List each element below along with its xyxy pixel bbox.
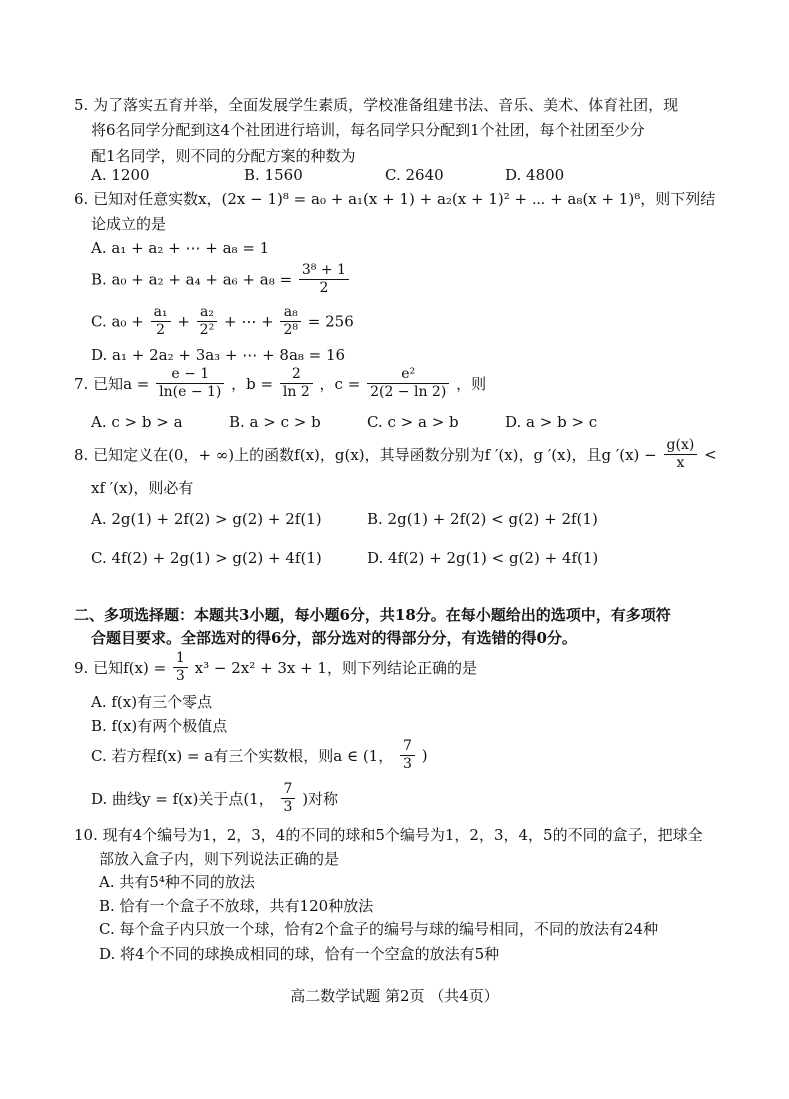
q9-option-d xyxy=(91,781,338,816)
fraction-numerator: 3⁸ + 1 xyxy=(299,262,349,280)
q10-line2: 部放入盒子内，则下列说法正确的是 xyxy=(99,850,340,868)
q7-fraction-a xyxy=(156,366,224,401)
q9-option-d-prefix: D. 曲线y = f(x)关于点(1， xyxy=(91,790,274,808)
q9-fraction xyxy=(173,650,188,685)
q9-option-d-suffix: )对称 xyxy=(302,790,339,808)
q10-line1: 10. 现有4个编号为1，2，3，4的不同的球和5个编号为1，2，3，4，5的不同的盒子，把球全 xyxy=(74,826,703,844)
q7-mid-b: ，b = xyxy=(231,375,274,393)
q7-option-c: C. c > a > b xyxy=(367,413,459,431)
fraction-denominator: ln 2 xyxy=(282,384,310,400)
q5-line1: 5. 为了落实五育并举，全面发展学生素质，学校准备组建书法、音乐、美术、体育社团，现 xyxy=(74,96,679,114)
q7-option-a: A. c > b > a xyxy=(91,413,183,431)
q8-option-a: A. 2g(1) + 2f(2) > g(2) + 2f(1) xyxy=(91,510,322,528)
q6-option-b xyxy=(91,262,351,297)
q6-option-a: A. a₁ + a₂ + ⋯ + a₈ = 1 xyxy=(91,239,270,257)
q9-prefix: 9. 已知f(x) = xyxy=(74,659,167,677)
q7-mid-c: ，c = xyxy=(319,375,361,393)
q7-stem xyxy=(74,366,486,401)
fraction-numerator: a₁ xyxy=(151,304,171,322)
q6-option-c-plus: + xyxy=(177,312,190,331)
fraction-denominator: x xyxy=(676,455,685,471)
q8-line1-prefix: 8. 已知定义在(0，+ ∞)上的函数f(x)，g(x)，其导函数分别为f ′(x)，g ′(x)，且g ′(x) − xyxy=(74,446,657,464)
q7-option-b: B. a > c > b xyxy=(229,413,321,431)
q6-option-c-prefix: C. a₀ + xyxy=(91,312,144,331)
q6-option-c-ellipsis: + ⋯ + xyxy=(223,312,274,331)
fraction-numerator: a₈ xyxy=(280,304,301,322)
q9-option-c-prefix: C. 若方程f(x) = a有三个实数根，则a ∈ (1， xyxy=(91,747,394,765)
q5-line3: 配1名同学，则不同的分配方案的种数为 xyxy=(91,147,356,165)
q6-option-d: D. a₁ + 2a₂ + 3a₃ + ⋯ + 8a₈ = 16 xyxy=(91,346,346,364)
fraction-denominator: 2⁸ xyxy=(283,322,298,338)
q5-option-a: A. 1200 xyxy=(91,166,150,184)
q5-option-b: B. 1560 xyxy=(244,166,303,184)
page-footer: 高二数学试题 第2页 （共4页） xyxy=(290,987,499,1005)
fraction-denominator: 3 xyxy=(403,756,412,772)
fraction-numerator: a₂ xyxy=(197,304,218,322)
q9-option-b: B. f(x)有两个极值点 xyxy=(91,717,228,735)
q6-option-c-fraction-2 xyxy=(197,304,218,339)
section2-heading-line2: 合题目要求。全部选对的得6分，部分选对的得部分分，有选错的得0分。 xyxy=(91,629,577,647)
q5-option-c: C. 2640 xyxy=(385,166,444,184)
q10-option-a: A. 共有5⁴种不同的放法 xyxy=(99,873,255,891)
q6-option-c-fraction-1 xyxy=(151,304,171,339)
fraction-numerator: e² xyxy=(367,366,449,384)
q7-fraction-c xyxy=(367,366,449,401)
q6-option-c-fraction-3 xyxy=(280,304,301,339)
fraction-denominator: 3 xyxy=(175,668,185,684)
q7-fraction-b xyxy=(280,366,313,401)
fraction-numerator: 7 xyxy=(400,738,415,756)
fraction-numerator: e − 1 xyxy=(156,366,224,384)
q7-option-d: D. a > b > c xyxy=(505,413,598,431)
section2-heading-line1: 二、多项选择题：本题共3小题，每小题6分，共18分。在每小题给出的选项中，有多项符 xyxy=(74,606,671,624)
q6-option-b-fraction xyxy=(299,262,349,297)
fraction-denominator: 2 xyxy=(319,280,329,296)
q7-suffix: ，则 xyxy=(456,375,487,393)
fraction-denominator: 2(2 − ln 2) xyxy=(370,384,447,400)
q5-line2: 将6名同学分配到这4个社团进行培训，每名同学只分配到1个社团，每个社团至少分 xyxy=(91,121,645,139)
q10-option-d: D. 将4个不同的球换成相同的球，恰有一个空盒的放法有5种 xyxy=(99,945,500,963)
q6-option-b-prefix: B. a₀ + a₂ + a₄ + a₆ + a₈ = xyxy=(91,270,293,289)
fraction-numerator: 7 xyxy=(281,781,296,799)
q8-line2: xf ′(x)，则必有 xyxy=(91,479,194,497)
q8-option-b: B. 2g(1) + 2f(2) < g(2) + 2f(1) xyxy=(367,510,598,528)
fraction-numerator: 1 xyxy=(173,650,188,668)
q10-option-b: B. 恰有一个盒子不放球，共有120种放法 xyxy=(99,897,374,915)
fraction-denominator: ln(e − 1) xyxy=(159,384,222,400)
q5-option-d: D. 4800 xyxy=(505,166,565,184)
q8-option-c: C. 4f(2) + 2g(1) > g(2) + 4f(1) xyxy=(91,549,322,567)
q8-option-d: D. 4f(2) + 2g(1) < g(2) + 4f(1) xyxy=(367,549,599,567)
q7-prefix: 7. 已知a = xyxy=(74,375,150,393)
q9-suffix: x³ − 2x² + 3x + 1，则下列结论正确的是 xyxy=(194,659,477,677)
fraction-denominator: 3 xyxy=(283,799,293,815)
q10-option-c: C. 每个盒子内只放一个球，恰有2个盒子的编号与球的编号相同，不同的放法有24种 xyxy=(99,920,659,938)
q9-option-c-suffix: ) xyxy=(421,746,428,765)
q6-line2: 论成立的是 xyxy=(91,215,167,233)
q9-stem xyxy=(74,650,477,685)
q6-option-c xyxy=(91,304,354,339)
q8-fraction xyxy=(664,437,698,472)
q9-option-a: A. f(x)有三个零点 xyxy=(91,693,213,711)
q8-line1-suffix: < xyxy=(704,445,717,464)
fraction-denominator: 2 xyxy=(156,322,165,338)
fraction-numerator: g(x) xyxy=(664,437,698,455)
q6-line1: 6. 已知对任意实数x，(2x − 1)⁸ = a₀ + a₁(x + 1) + a₂(x + 1)² + ⋯ + a₈(x + 1)⁸，则下列结 xyxy=(74,190,716,208)
q9-option-d-fraction xyxy=(281,781,296,816)
q8-line1 xyxy=(74,437,717,472)
q9-option-c xyxy=(91,738,428,773)
fraction-denominator: 2² xyxy=(199,322,215,338)
q9-option-c-fraction xyxy=(400,738,415,773)
fraction-numerator: 2 xyxy=(280,366,313,384)
q6-option-c-suffix: = 256 xyxy=(307,312,354,331)
